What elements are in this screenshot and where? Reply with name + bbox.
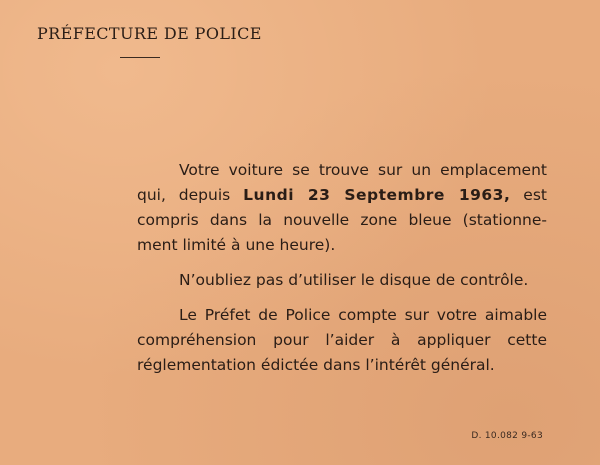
notice-line-2 bbox=[137, 183, 547, 208]
notice-line-2-suffix: est bbox=[523, 186, 547, 204]
prefect-line-2: compréhension pour l’aider à appliquer cette bbox=[137, 331, 547, 349]
paragraph-prefect-message bbox=[137, 303, 547, 378]
paragraph-disc-reminder bbox=[137, 268, 547, 293]
prefect-line-1: Le Préfet de Police compte sur votre aimable bbox=[179, 306, 547, 324]
notice-line-1: Votre voiture se trouve sur un emplacement bbox=[179, 161, 547, 179]
paragraph-zone-notice bbox=[137, 158, 547, 258]
disc-reminder-line: N’oubliez pas d’utiliser le disque de contrôle. bbox=[179, 271, 529, 289]
issuer-heading: PRÉFECTURE DE POLICE bbox=[37, 24, 262, 43]
notice-body bbox=[137, 158, 547, 388]
form-reference-number: D. 10.082 9-63 bbox=[471, 431, 543, 441]
effective-date: Lundi 23 Septembre 1963, bbox=[243, 186, 511, 204]
notice-line-4: ment limité à une heure). bbox=[137, 236, 336, 254]
prefect-line-3: réglementation édictée dans l’intérêt général. bbox=[137, 356, 495, 374]
notice-line-2-prefix: qui, depuis bbox=[137, 186, 231, 204]
heading-underline bbox=[120, 57, 160, 58]
notice-line-3: compris dans la nouvelle zone bleue (stationne- bbox=[137, 211, 547, 229]
